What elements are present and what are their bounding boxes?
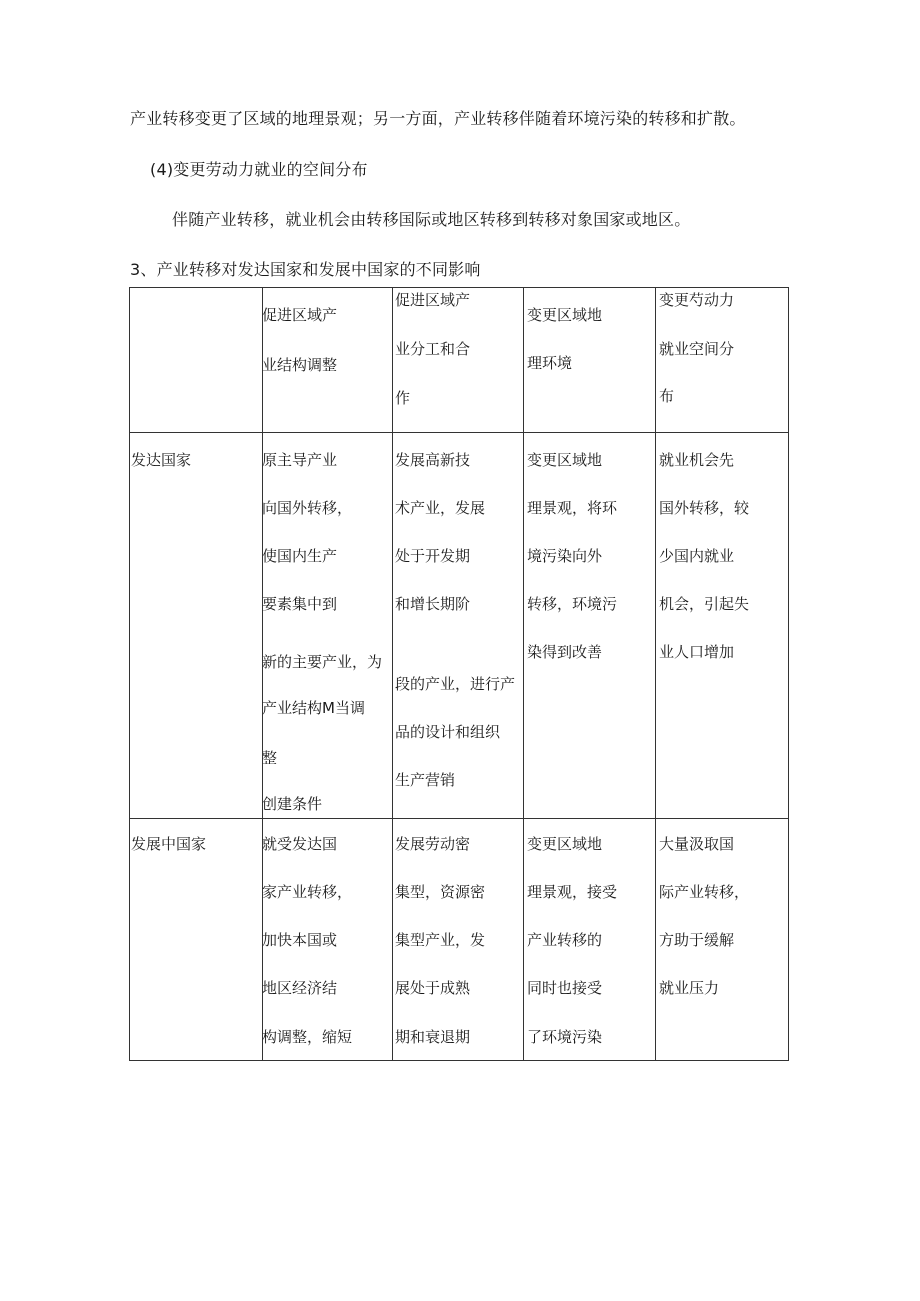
header-1-line: 业结构调整 xyxy=(262,356,338,374)
table-cell-line: 和增长期阶 xyxy=(395,595,471,613)
table-col-divider xyxy=(523,287,524,1061)
table-cell-line: 期和衰退期 xyxy=(395,1028,471,1046)
header-4-line: 布 xyxy=(659,387,675,405)
header-4-line: 就业空间分 xyxy=(659,340,735,358)
table-cell-line: 地区经济结 xyxy=(262,979,338,997)
table-cell-line: 国外转移，较 xyxy=(659,499,750,517)
table-cell-line: 加快本国或 xyxy=(262,931,338,949)
table-cell-line: 就业机会先 xyxy=(659,451,735,469)
table-cell-line: 向国外转移， xyxy=(262,499,353,517)
header-3-line: 变更区域地 xyxy=(527,306,603,324)
header-2-line: 作 xyxy=(395,389,411,407)
paragraph-2: 伴随产业转移，就业机会由转移国际或地区转移到转移对象国家或地区。 xyxy=(172,210,691,229)
table-col-divider xyxy=(392,287,393,1061)
header-2-line: 业分工和合 xyxy=(395,340,471,358)
table-border-bottom xyxy=(129,1060,789,1061)
impact-table xyxy=(129,287,789,1061)
table-border-top xyxy=(129,287,789,288)
table-cell-line: 同时也接受 xyxy=(527,979,603,997)
table-cell-line: 机会，引起失 xyxy=(659,595,750,613)
header-3-line: 理环境 xyxy=(527,354,573,372)
table-border-left xyxy=(129,287,130,1061)
header-1-line: 促进区域产 xyxy=(262,306,338,324)
table-cell-line: 境污染向外 xyxy=(527,547,603,565)
table-cell-line: 要素集中到 xyxy=(262,595,338,613)
table-cell-line: 就受发达国 xyxy=(262,835,338,853)
table-cell-line: 业人口增加 xyxy=(659,643,735,661)
table-cell-line: 理景观，将环 xyxy=(527,499,618,517)
table-cell-line: 发展劳动密 xyxy=(395,835,471,853)
table-cell-line: 原主导产业 xyxy=(262,451,338,469)
table-row-divider xyxy=(129,432,789,433)
table-cell-line: 新的主要产业，为 xyxy=(262,653,383,671)
table-cell-line: 集型，资源密 xyxy=(395,883,486,901)
header-2-line: 促进区域产 xyxy=(395,291,471,309)
table-cell-line: 创建条件 xyxy=(262,795,323,813)
table-cell-line: 使国内生产 xyxy=(262,547,338,565)
row-label-developed: 发达国家 xyxy=(131,451,192,469)
table-cell-line: 家产业转移， xyxy=(262,883,353,901)
table-cell-line: 际产业转移， xyxy=(659,883,750,901)
row-label-developing: 发展中国家 xyxy=(131,835,207,853)
table-cell-line: 转移，环境污 xyxy=(527,595,618,613)
section-heading-4: (4)变更劳动力就业的空间分布 xyxy=(150,160,368,179)
table-cell-line: 术产业，发展 xyxy=(395,499,486,517)
table-cell-line: 了环境污染 xyxy=(527,1028,603,1046)
table-cell-line: 整 xyxy=(262,749,278,767)
table-cell-line: 染得到改善 xyxy=(527,643,603,661)
table-cell-line: 方助于缓解 xyxy=(659,931,735,949)
section-heading-3: 3、产业转移对发达国家和发展中国家的不同影响 xyxy=(130,260,481,279)
table-col-divider xyxy=(655,287,656,1061)
table-cell-line: 品的设计和组织 xyxy=(395,723,501,741)
table-cell-line: 生产营销 xyxy=(395,771,456,789)
table-cell-line: 构调整，缩短 xyxy=(262,1028,353,1046)
table-cell-line: 集型产业，发 xyxy=(395,931,486,949)
table-row-divider xyxy=(129,818,789,819)
table-cell-line: 展处于成熟 xyxy=(395,979,471,997)
table-cell-line: 就业压力 xyxy=(659,979,720,997)
table-cell-line: 段的产业，进行产 xyxy=(395,675,516,693)
table-cell-line: 产业转移的 xyxy=(527,931,603,949)
table-border-right xyxy=(788,287,789,1061)
table-cell-line: 处于开发期 xyxy=(395,547,471,565)
table-cell-line: 变更区域地 xyxy=(527,835,603,853)
table-cell-line: 少国内就业 xyxy=(659,547,735,565)
header-4-line: 变更芍动力 xyxy=(659,291,735,309)
table-cell-line: 发展高新技 xyxy=(395,451,471,469)
table-cell-line: 产业结构M当调 xyxy=(262,699,365,717)
table-cell-line: 大量汲取国 xyxy=(659,835,735,853)
table-cell-line: 理景观，接受 xyxy=(527,883,618,901)
table-cell-line: 变更区域地 xyxy=(527,451,603,469)
paragraph-1: 产业转移变更了区域的地理景观；另一方面，产业转移伴随着环境污染的转移和扩散。 xyxy=(130,109,746,128)
